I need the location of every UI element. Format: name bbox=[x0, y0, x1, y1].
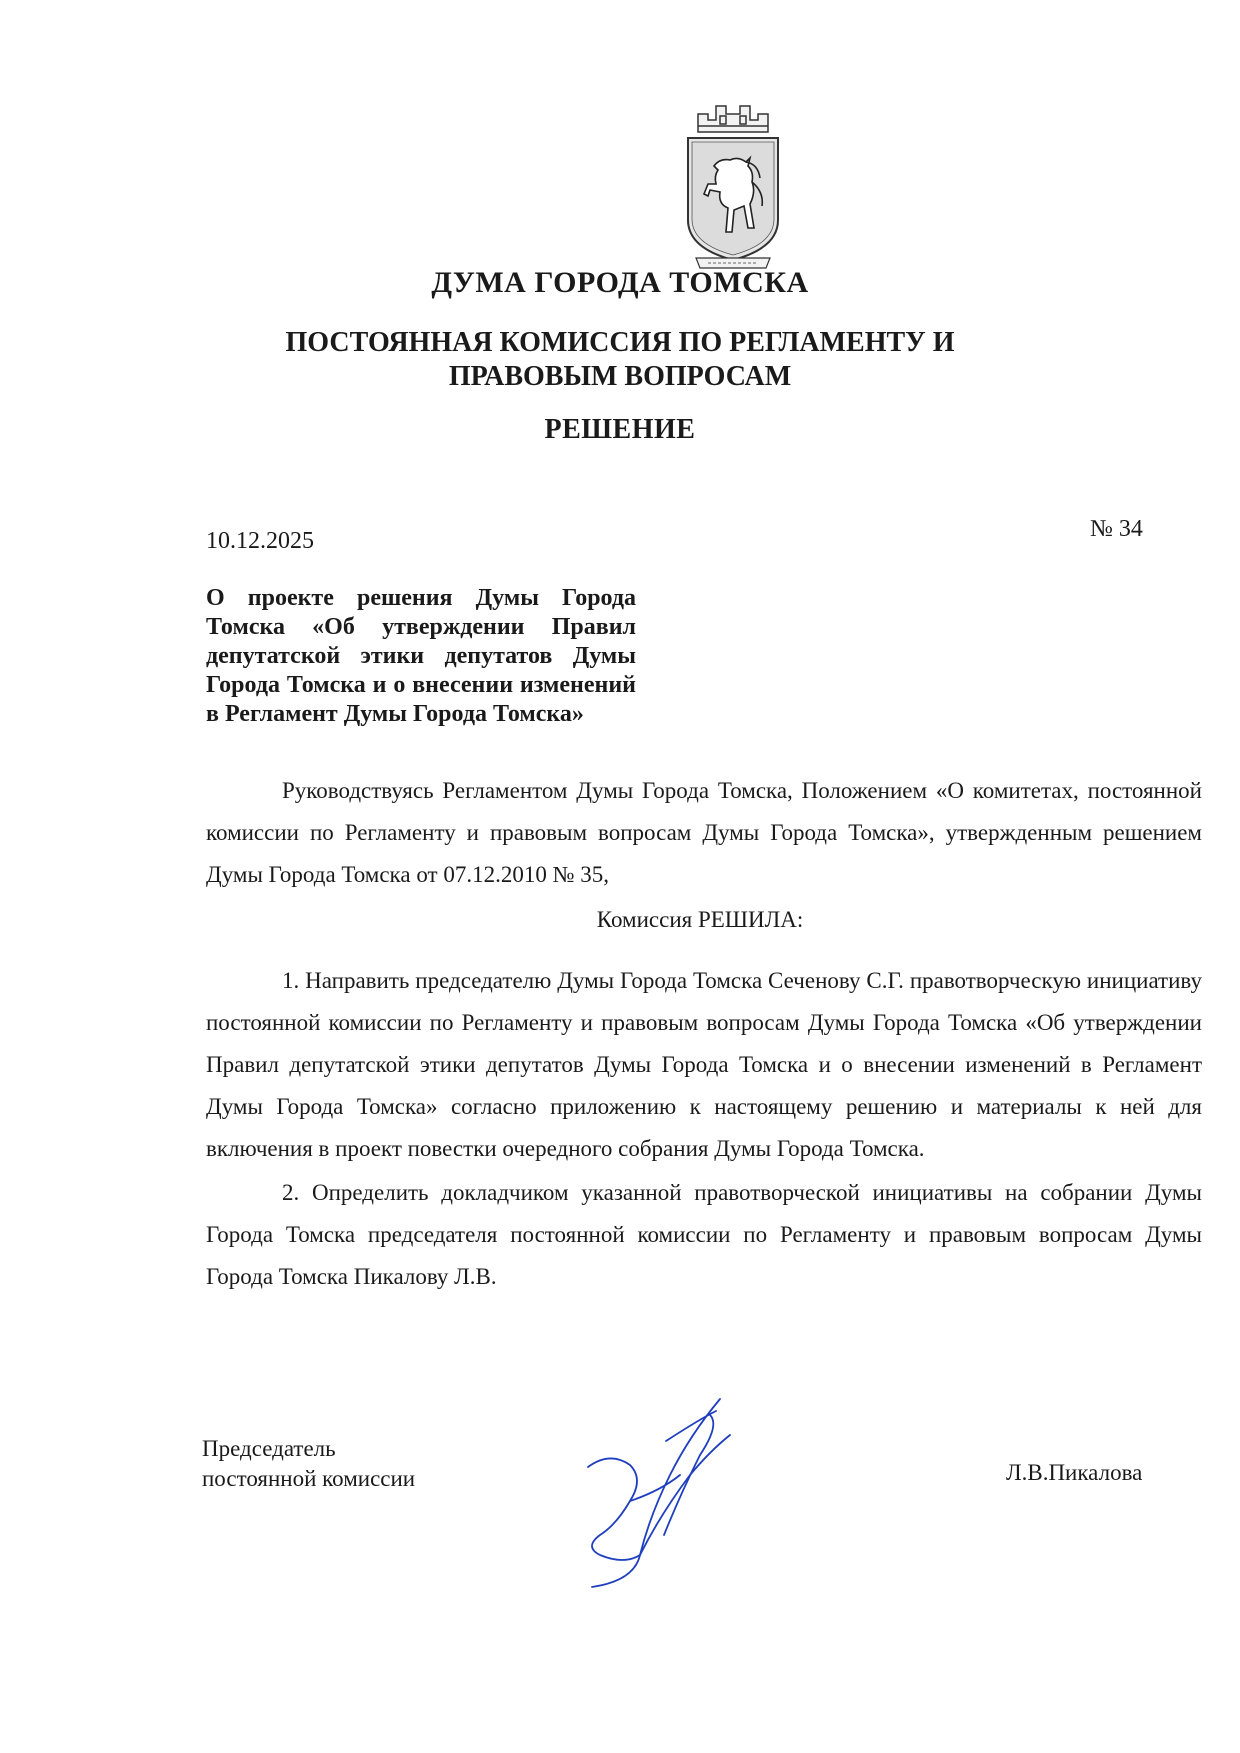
signatory-title-line: постоянной комиссии bbox=[202, 1466, 416, 1491]
signatory-title-line: Председатель bbox=[202, 1436, 336, 1461]
decision-items bbox=[206, 960, 1202, 1300]
signatory-title bbox=[202, 1434, 415, 1494]
document-type-title: РЕШЕНИЕ bbox=[544, 414, 696, 445]
decision-item: 2. Определить докладчиком указанной правотворческой инициативы на собрании Думы Города Томска председателя постоянной комиссии по Регламенту и правовым вопросам Думы Города Томска Пикалову Л.В. bbox=[206, 1180, 1202, 1289]
tomsk-coat-of-arms-icon bbox=[668, 100, 798, 272]
resolved-heading: Комиссия РЕШИЛА: bbox=[596, 907, 804, 932]
document-subject: О проекте решения Думы Города Томска «Об утверждении Правил депутатской этики депутатов Думы Города Томска и о внесении изменений в Регламент Думы Города Томска» bbox=[206, 585, 636, 727]
intro-paragraph: Руководствуясь Регламентом Думы Города Томска, Положением «О комитетах, постоянной комиссии по Регламенту и правовым вопросам Думы Города Томска», утвержденным решением Думы Города Томска от 07.12.2010 № 35, bbox=[206, 778, 1202, 887]
handwritten-signature bbox=[570, 1395, 770, 1595]
document-date: 10.12.2025 bbox=[206, 528, 314, 554]
intro-paragraph-block bbox=[206, 770, 1202, 896]
decision-item: 1. Направить председателю Думы Города Томска Сеченову С.Г. правотворческую инициативу постоянной комиссии по Регламенту и правовым вопросам Думы Города Томска «Об утверждении Правил депутатской этики депутатов Думы Города Томска и о внесении изменений в Регламент Думы Города Томска» согласно приложению к настоящему решению и материалы к ней для включения в проект повестки очередного собрания Думы Города Томска. bbox=[206, 968, 1202, 1161]
document-number: № 34 bbox=[1090, 516, 1143, 542]
signatory-name: Л.В.Пикалова bbox=[1006, 1460, 1143, 1485]
commission-title: ПОСТОЯННАЯ КОМИССИЯ ПО РЕГЛАМЕНТУ И ПРАВОВЫМ ВОПРОСАМ bbox=[285, 327, 955, 392]
organization-title: ДУМА ГОРОДА ТОМСКА bbox=[431, 266, 809, 299]
